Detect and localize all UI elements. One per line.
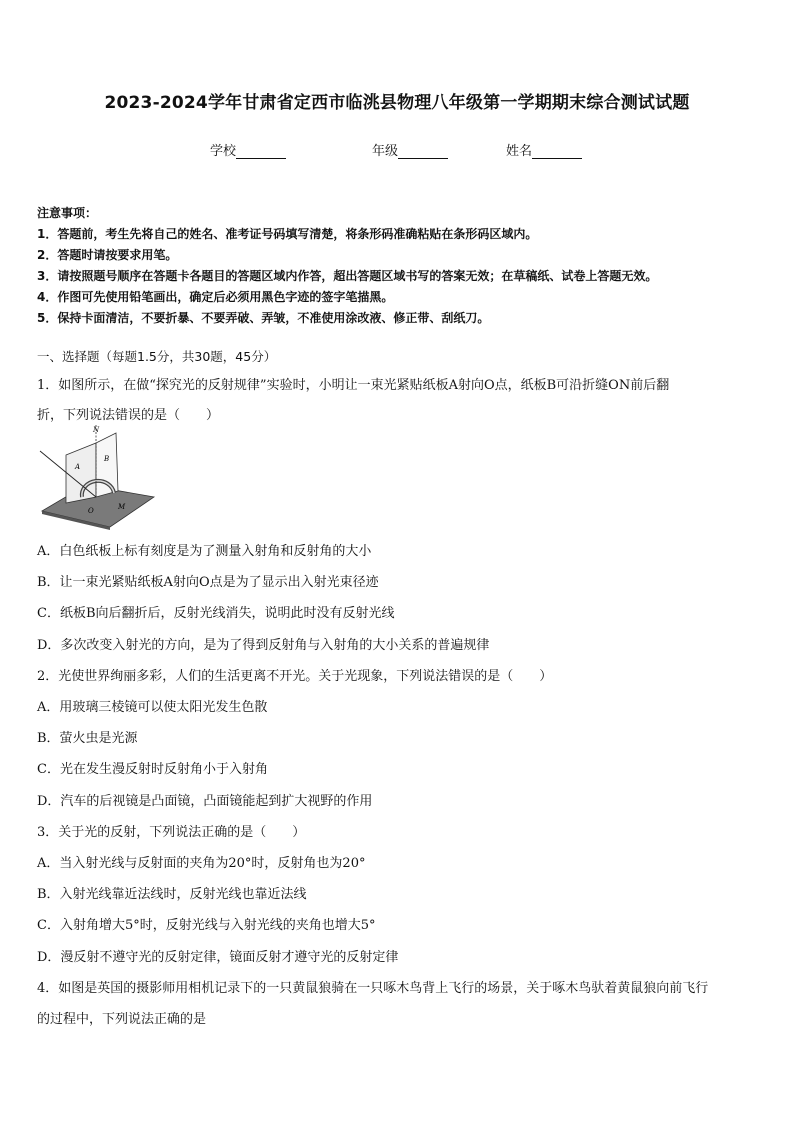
name-blank[interactable] — [532, 144, 582, 159]
note-item: 3．请按照题号顺序在答题卡各题目的答题区域内作答，超出答题区域书写的答案无效；在草稿纸、试卷上答题无效。 — [37, 269, 658, 283]
notes-block — [37, 203, 767, 329]
school-field — [210, 140, 286, 159]
question-2-option-a[interactable]: A．用玻璃三棱镜可以使太阳光发生色散 — [37, 700, 268, 715]
reflection-experiment-figure — [38, 423, 156, 531]
question-1-stem-line: 1．如图所示，在做“探究光的反射规律”实验时，小明让一束光紧贴纸板A射向O点，纸板B可沿折缝ON前后翻 — [37, 378, 670, 393]
question-2-option-d[interactable]: D．汽车的后视镜是凸面镜，凸面镜能起到扩大视野的作用 — [37, 794, 373, 809]
question-1-option-a[interactable]: A．白色纸板上标有刻度是为了测量入射角和反射角的大小 — [37, 544, 372, 559]
question-2-option-b[interactable]: B．萤火虫是光源 — [37, 731, 138, 746]
label-m: M — [118, 503, 126, 511]
question-1-option-c[interactable]: C．纸板B向后翻折后，反射光线消失，说明此时没有反射光线 — [37, 606, 395, 621]
question-2-stem-line: 2．光使世界绚丽多彩，人们的生活更离不开光。关于光现象，下列说法错误的是（ ） — [37, 669, 553, 684]
question-3-option-a[interactable]: A．当入射光线与反射面的夹角为20°时，反射角也为20° — [37, 856, 366, 871]
question-3-option-b[interactable]: B．入射光线靠近法线时，反射光线也靠近法线 — [37, 887, 307, 902]
school-blank[interactable] — [236, 144, 286, 159]
grade-field — [372, 140, 448, 159]
section-heading: 一、选择题（每题1.5分，共30题，45分） — [37, 349, 277, 364]
question-3-stem-line: 3．关于光的反射，下列说法正确的是（ ） — [37, 825, 306, 840]
notes-heading: 注意事项： — [37, 206, 98, 220]
question-1-stem-line: 折，下列说法错误的是（ ） — [37, 408, 220, 423]
note-item: 1．答题前，考生先将自己的姓名、准考证号码填写清楚，将条形码准确粘贴在条形码区域内。 — [37, 227, 538, 241]
grade-blank[interactable] — [398, 144, 448, 159]
paper-board-b — [96, 433, 118, 497]
note-item: 2．答题时请按要求用笔。 — [37, 248, 178, 262]
note-item: 4．作图可先使用铅笔画出，确定后必须用黑色字迹的签字笔描黑。 — [37, 290, 394, 304]
question-1-option-b[interactable]: B．让一束光紧贴纸板A射向O点是为了显示出入射光束径迹 — [37, 575, 379, 590]
school-label: 学校 — [210, 144, 237, 159]
label-o: O — [88, 507, 94, 515]
question-2-option-c[interactable]: C．光在发生漫反射时反射角小于入射角 — [37, 762, 268, 777]
grade-label: 年级 — [372, 144, 399, 159]
label-n: N — [93, 426, 100, 434]
question-3-option-c[interactable]: C．入射角增大5°时，反射光线与入射光线的夹角也增大5° — [37, 918, 376, 933]
question-4-stem-line: 4．如图是英国的摄影师用相机记录下的一只黄鼠狼骑在一只啄木鸟背上飞行的场景，关于啄木鸟驮着黄鼠狼向前飞行 — [37, 981, 709, 996]
question-3-option-d[interactable]: D．漫反射不遵守光的反射定律，镜面反射才遵守光的反射定律 — [37, 950, 399, 965]
page-title: 2023-2024学年甘肃省定西市临洮县物理八年级第一学期期末综合测试试题 — [104, 93, 690, 113]
label-a: A — [75, 463, 81, 471]
label-b: B — [104, 455, 110, 463]
name-field — [506, 140, 582, 159]
student-info-row — [0, 140, 794, 160]
question-1-option-d[interactable]: D．多次改变入射光的方向，是为了得到反射角与入射角的大小关系的普遍规律 — [37, 638, 490, 653]
name-label: 姓名 — [506, 144, 533, 159]
question-4-stem-line: 的过程中，下列说法正确的是 — [37, 1012, 207, 1027]
note-item: 5．保持卡面清洁，不要折暴、不要弄破、弄皱，不准使用涂改液、修正带、刮纸刀。 — [37, 311, 490, 325]
